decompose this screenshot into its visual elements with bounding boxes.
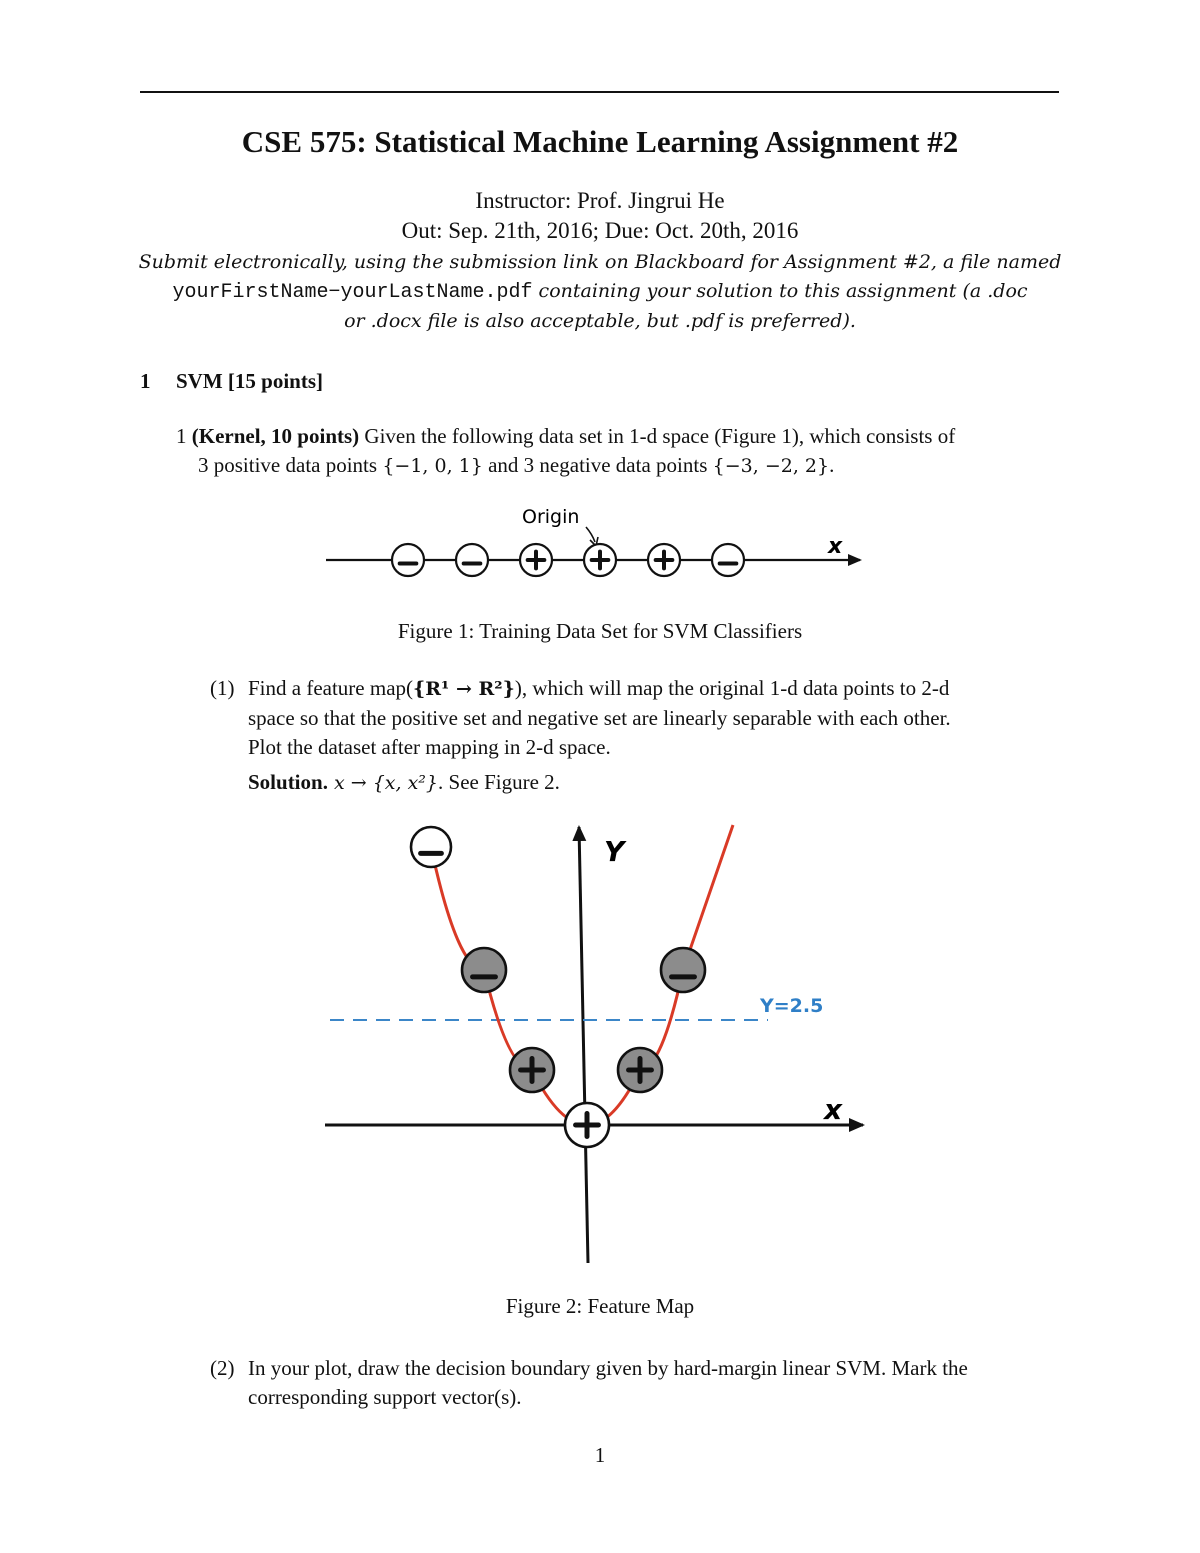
submit-line-1: Submit electronically, using the submission link on Blackboard for Assignment #2, a file named bbox=[138, 251, 1062, 273]
part-1-solution bbox=[210, 768, 1060, 798]
part-1-text-a1: Find a feature map( bbox=[248, 676, 414, 700]
instructor-line: Instructor: Prof. Jingrui He bbox=[475, 188, 725, 213]
f2-point-negative bbox=[462, 948, 506, 992]
part-2-text-a: In your plot, draw the decision boundary given by hard-margin linear SVM. Mark the bbox=[248, 1356, 968, 1380]
figure-2-points bbox=[411, 827, 705, 1147]
feature-map-notation: {R¹ → R²} bbox=[413, 678, 515, 700]
problem-text-b2: and 3 negative data points bbox=[482, 453, 713, 477]
f2-point-negative bbox=[661, 948, 705, 992]
f1-point-positive bbox=[520, 544, 552, 576]
y-axis-label: Y bbox=[604, 835, 625, 868]
part-1 bbox=[210, 674, 1060, 798]
f1-point-negative bbox=[712, 544, 744, 576]
problem-1-line-2 bbox=[176, 451, 1060, 481]
f2-point-positive bbox=[510, 1048, 554, 1092]
solution-rest: . See Figure 2. bbox=[438, 770, 560, 794]
f1-point-negative bbox=[456, 544, 488, 576]
part-1-text-a2: ), which will map the original 1-d data points to 2-d bbox=[514, 676, 950, 700]
top-rule bbox=[140, 91, 1059, 93]
problem-number: 1 bbox=[176, 424, 187, 448]
f1-point-negative-circle bbox=[712, 544, 744, 576]
f2-point-positive bbox=[618, 1048, 662, 1092]
f1-point-positive bbox=[584, 544, 616, 576]
f2-point-positive bbox=[565, 1103, 609, 1147]
f2-point-negative bbox=[411, 827, 451, 867]
section-number: 1 bbox=[140, 369, 151, 393]
part-2 bbox=[210, 1354, 1060, 1412]
submit-line-2 bbox=[130, 277, 1070, 307]
solution-math: x → {x, x²} bbox=[327, 772, 439, 794]
submission-instructions bbox=[130, 248, 1070, 336]
f1-point-positive bbox=[648, 544, 680, 576]
figure-2-caption: Figure 2: Feature Map bbox=[505, 1294, 695, 1318]
problem-text-a: Given the following data set in 1-d space (Figure 1), which consists of bbox=[359, 424, 956, 448]
part-2-label: (2) bbox=[210, 1356, 235, 1380]
origin-label: Origin bbox=[522, 506, 580, 528]
solution-label: Solution. bbox=[248, 770, 328, 794]
problem-text-b3: . bbox=[829, 453, 835, 477]
y-axis bbox=[579, 827, 588, 1263]
submit-filename: yourFirstName−yourLastName.pdf bbox=[172, 281, 533, 304]
part-2-line-1 bbox=[210, 1354, 1060, 1383]
x-axis-label: x bbox=[824, 1093, 843, 1126]
figure-1-number-line bbox=[320, 500, 880, 590]
problem-label: (Kernel, 10 points) bbox=[191, 424, 360, 448]
problem-1-statement bbox=[176, 422, 1060, 481]
positive-set: {−1, 0, 1} bbox=[382, 455, 483, 477]
submit-line-3: or .docx file is also acceptable, but .pdf is preferred). bbox=[344, 310, 856, 332]
section-heading bbox=[140, 369, 323, 394]
f1-point-negative-circle bbox=[456, 544, 488, 576]
figure-1-axis-label: x bbox=[828, 534, 843, 559]
part-1-line-2: space so that the positive set and negative set are linearly separable with each other. bbox=[248, 706, 951, 730]
f2-point-negative-circle bbox=[462, 948, 506, 992]
f2-point-negative-circle bbox=[411, 827, 451, 867]
submit-line-2-rest: containing your solution to this assignment (a .doc bbox=[532, 280, 1028, 302]
figure-1-caption: Figure 1: Training Data Set for SVM Classifiers bbox=[397, 619, 803, 643]
dates-line: Out: Sep. 21th, 2016; Due: Oct. 20th, 2016 bbox=[401, 218, 799, 243]
problem-1-line-1 bbox=[176, 422, 1060, 451]
part-1-label: (1) bbox=[210, 676, 235, 700]
part-1-line-3: Plot the dataset after mapping in 2-d space. bbox=[248, 735, 611, 759]
decision-boundary-label: Y=2.5 bbox=[760, 995, 824, 1017]
f1-point-negative-circle bbox=[392, 544, 424, 576]
section-title: SVM [15 points] bbox=[176, 369, 324, 393]
problem-text-b1: 3 positive data points bbox=[198, 453, 383, 477]
negative-set: {−3, −2, 2} bbox=[712, 455, 830, 477]
page-title: CSE 575: Statistical Machine Learning Assignment #2 bbox=[241, 124, 959, 159]
page-number: 1 bbox=[594, 1443, 606, 1467]
f2-point-negative-circle bbox=[661, 948, 705, 992]
figure-2-feature-map bbox=[320, 815, 880, 1270]
f1-point-negative bbox=[392, 544, 424, 576]
part-1-line-1 bbox=[210, 674, 1060, 704]
part-2-line-2: corresponding support vector(s). bbox=[248, 1385, 522, 1409]
